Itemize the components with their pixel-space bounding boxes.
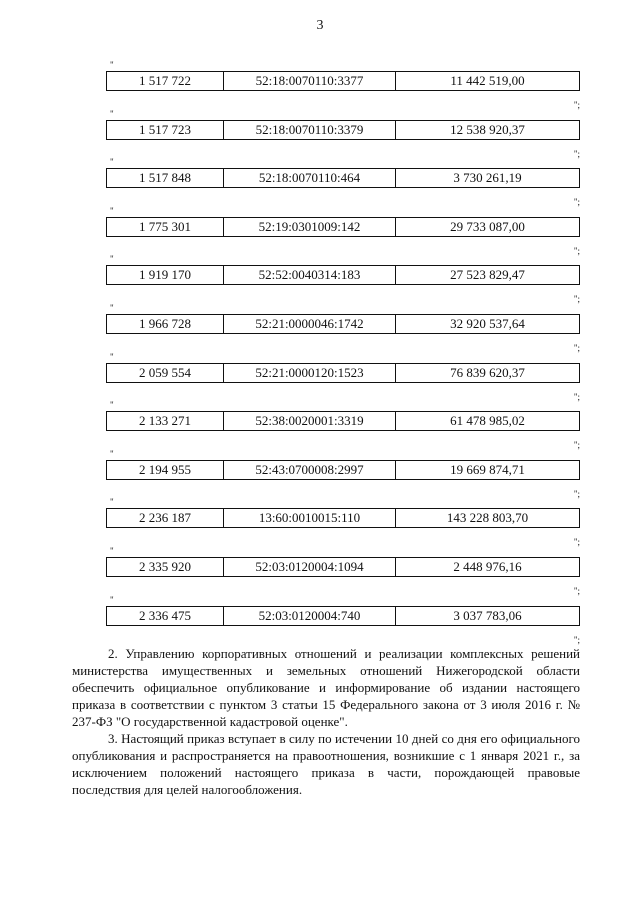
- table-row: [106, 217, 580, 237]
- cadastral-value-cell: 32 920 537,64: [450, 316, 525, 331]
- open-quote: ": [110, 351, 114, 362]
- table-row: [106, 71, 580, 91]
- cadastral-value-cell: 3 730 261,19: [453, 170, 522, 186]
- paragraph-2: 2. Управлению корпоративных отношений и реализации комплексных решений министерства имущественных и земельных отношений Нижегородской области обеспечить официальное опубликование и информирование об издании настоящего приказа в соответствии с пунктом 3 статьи 15 Федерального закона от 3 июля 2016 г. № 237-ФЗ "О государственной кадастровой оценке".: [72, 646, 580, 729]
- cadastral-value-cell: 29 733 087,00: [450, 218, 525, 234]
- cadastral-number-cell: 52:18:0070110:3377: [224, 72, 396, 90]
- table-row: [106, 557, 580, 577]
- cadastral-number-cell: 52:18:0070110:464: [224, 169, 396, 187]
- close-quote: ";: [573, 100, 580, 110]
- open-quote: ": [110, 546, 114, 556]
- table-row: [106, 606, 580, 626]
- close-quote: ";: [573, 586, 580, 596]
- cadastral-value-cell: 2 448 976,16: [453, 559, 522, 574]
- close-quote: ";: [573, 440, 580, 451]
- close-quote: ";: [573, 537, 580, 548]
- row-number-cell: 1 517 848: [107, 169, 224, 187]
- cadastral-value-cell: 12 538 920,37: [450, 121, 525, 137]
- row-number-cell: 1 517 723: [107, 121, 224, 139]
- open-quote: ": [110, 205, 114, 216]
- close-quote: ";: [573, 634, 580, 645]
- cadastral-value-cell: 76 839 620,37: [450, 364, 525, 380]
- table-row: [106, 120, 580, 140]
- row-number-cell: 2 336 475: [107, 607, 224, 625]
- cadastral-value-cell: 3 037 783,06: [453, 607, 522, 623]
- row-number-cell: 1 966 728: [107, 315, 224, 333]
- row-number-cell: 1 775 301: [107, 218, 224, 236]
- cadastral-value-cell: 143 228 803,70: [446, 510, 529, 526]
- open-quote: ": [110, 400, 114, 411]
- open-quote: ": [110, 60, 114, 70]
- open-quote: ": [110, 108, 114, 119]
- open-quote: ": [110, 594, 114, 605]
- open-quote: ": [110, 497, 114, 508]
- close-quote: ";: [573, 245, 580, 256]
- cadastral-number-cell: 52:21:0000046:1742: [224, 315, 396, 333]
- row-number-cell: 2 059 554: [107, 364, 224, 382]
- table-row: [106, 265, 580, 285]
- close-quote: ";: [573, 197, 580, 208]
- open-quote: ": [110, 254, 114, 265]
- cadastral-value-cell: 27 523 829,47: [450, 267, 525, 283]
- row-number-cell: 2 335 920: [107, 558, 224, 576]
- cadastral-number-cell: 52:18:0070110:3379: [224, 121, 396, 139]
- table-row: [106, 508, 580, 528]
- cadastral-value-cell: 19 669 874,71: [450, 461, 525, 477]
- row-number-cell: 1 919 170: [107, 266, 224, 284]
- close-quote: ";: [573, 488, 580, 499]
- open-quote: ": [110, 157, 114, 168]
- cadastral-number-cell: 52:43:0700008:2997: [224, 461, 396, 479]
- cadastral-number-cell: 52:21:0000120:1523: [224, 364, 396, 382]
- row-number-cell: 2 236 187: [107, 509, 224, 527]
- close-quote: ";: [573, 391, 580, 402]
- close-quote: ";: [573, 343, 580, 353]
- cadastral-value-cell: 11 442 519,00: [450, 73, 525, 88]
- cadastral-value-cell: 61 478 985,02: [450, 413, 525, 429]
- cadastral-number-cell: 13:60:0010015:110: [224, 509, 396, 527]
- table-row: [106, 314, 580, 334]
- cadastral-number-cell: 52:03:0120004:740: [224, 607, 396, 625]
- table-row: [106, 411, 580, 431]
- cadastral-number-cell: 52:19:0301009:142: [224, 218, 396, 236]
- cadastral-number-cell: 52:52:0040314:183: [224, 266, 396, 284]
- close-quote: ";: [573, 148, 580, 159]
- body-text: [72, 645, 580, 798]
- open-quote: ": [110, 303, 114, 313]
- cadastral-number-cell: 52:38:0020001:3319: [224, 412, 396, 430]
- row-number-cell: 2 133 271: [107, 412, 224, 430]
- open-quote: ": [110, 448, 114, 459]
- page-number: 3: [316, 18, 324, 33]
- table-row: [106, 363, 580, 383]
- table-row: [106, 460, 580, 480]
- row-number-cell: 2 194 955: [107, 461, 224, 479]
- close-quote: ";: [573, 294, 580, 305]
- paragraph-3: 3. Настоящий приказ вступает в силу по истечении 10 дней со дня его официального опубликования и распространяется на правоотношения, возникшие с 1 января 2021 г., за исключением положений настоящего приказа в части, порождающей правовые последствия для целей налогообложения.: [72, 731, 580, 797]
- row-number-cell: 1 517 722: [107, 72, 224, 90]
- cadastral-number-cell: 52:03:0120004:1094: [224, 558, 396, 576]
- table-row: [106, 168, 580, 188]
